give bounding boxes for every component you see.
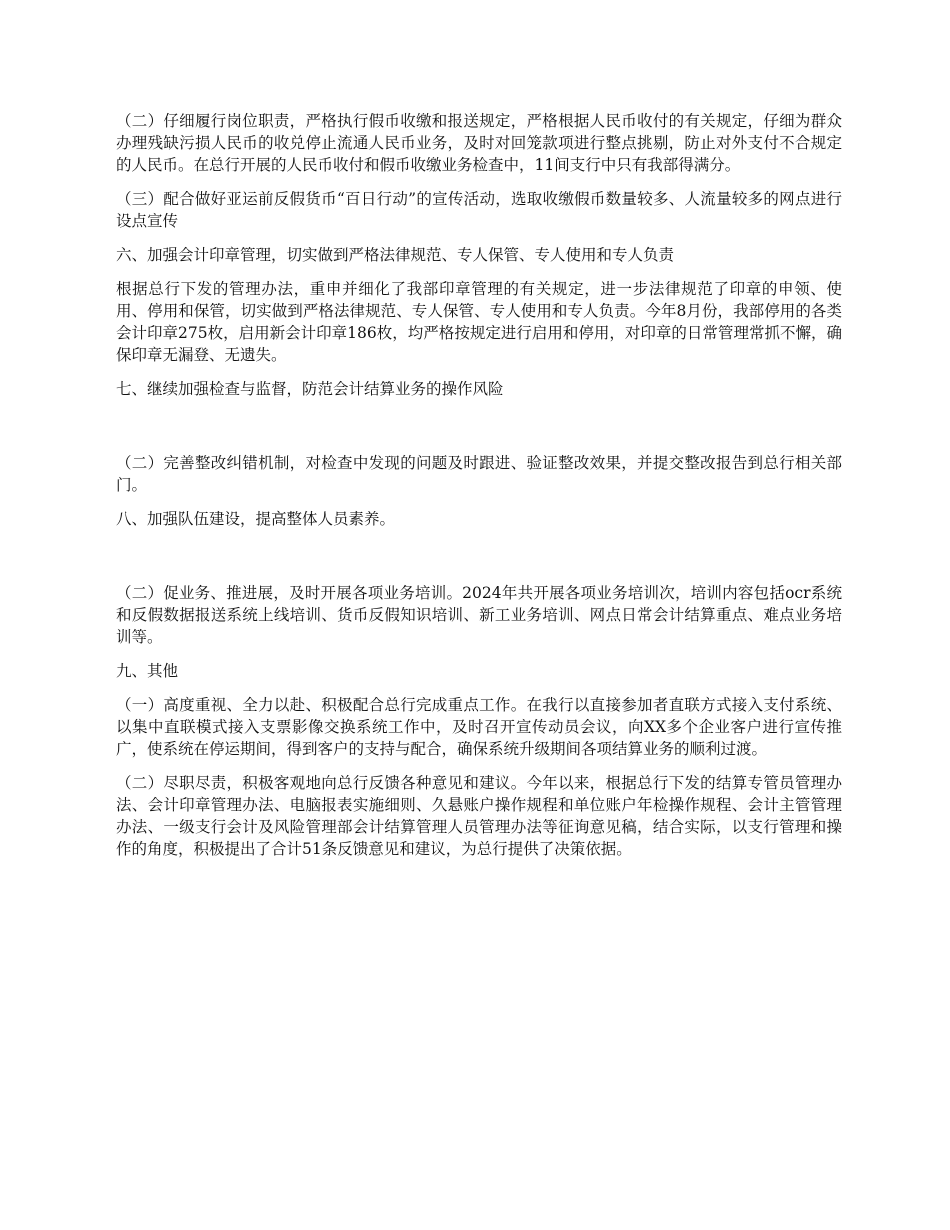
paragraph-key-work: （一）高度重视、全力以赴、积极配合总行完成重点工作。在我行以直接参加者直联方式接入支付系统、以集中直联模式接入支票影像交换系统工作中，及时召开宣传动员会议，向XX多个企业客户进行宣传推广，使系统在停运期间，得到客户的支持与配合，确保系统升级期间各项结算业务的顺利过渡。 xyxy=(116,696,842,758)
section-heading-inspection: 七、继续加强检查与监督，防范会计结算业务的操作风险 xyxy=(116,380,504,398)
paragraph-seal: 根据总行下发的管理办法，重申并细化了我部印章管理的有关规定，进一步法律规范了印章的申领、使用、停用和保管，切实做到严格法律规范、专人保管、专人使用和专人负责。今年8月份，我部停用的各类会计印章275枚，启用新会计印章186枚，均严格按规定进行启用和停用，对印章的日常管理常抓不懈，确保印章无漏登、无遗失。 xyxy=(116,280,842,364)
paragraph-duty: （二）仔细履行岗位职责，严格执行假币收缴和报送规定，严格根据人民币收付的有关规定，仔细为群众办理残缺污损人民币的收兑停止流通人民币业务，及时对回笼款项进行整点挑剔，防止对外支付不合规定的人民币。在总行开展的人民币收付和假币收缴业务检查中，11间支行中只有我部得满分。 xyxy=(116,112,842,174)
section-heading-seal: 六、加强会计印章管理，切实做到严格法律规范、专人保管、专人使用和专人负责 xyxy=(116,246,675,264)
paragraph-rectification: （二）完善整改纠错机制，对检查中发现的问题及时跟进、验证整改效果，并提交整改报告到总行相关部门。 xyxy=(116,454,842,494)
paragraph-training: （二）促业务、推进展，及时开展各项业务培训。2024年共开展各项业务培训次，培训内容包括ocr系统和反假数据报送系统上线培训、货币反假知识培训、新工业务培训、网点日常会计结算重点、难点业务培训等。 xyxy=(116,584,842,646)
document-page xyxy=(116,110,842,872)
blank-gap xyxy=(116,412,842,452)
section-heading-other: 九、其他 xyxy=(116,662,179,680)
section-heading-team: 八、加强队伍建设，提高整体人员素养。 xyxy=(116,510,396,528)
blank-gap xyxy=(116,542,842,582)
paragraph-feedback: （二）尽职尽责，积极客观地向总行反馈各种意见和建议。今年以来，根据总行下发的结算专管员管理办法、会计印章管理办法、电脑报表实施细则、久悬账户操作规程和单位账户年检操作规程、会计主管管理办法、一级支行会计及风险管理部会计结算管理人员管理办法等征询意见稿，结合实际，以支行管理和操作的角度，积极提出了合计51条反馈意见和建议，为总行提供了决策依据。 xyxy=(116,774,842,858)
paragraph-publicity: （三）配合做好亚运前反假货币“百日行动”的宣传活动，选取收缴假币数量较多、人流量较多的网点进行设点宣传 xyxy=(116,190,842,230)
